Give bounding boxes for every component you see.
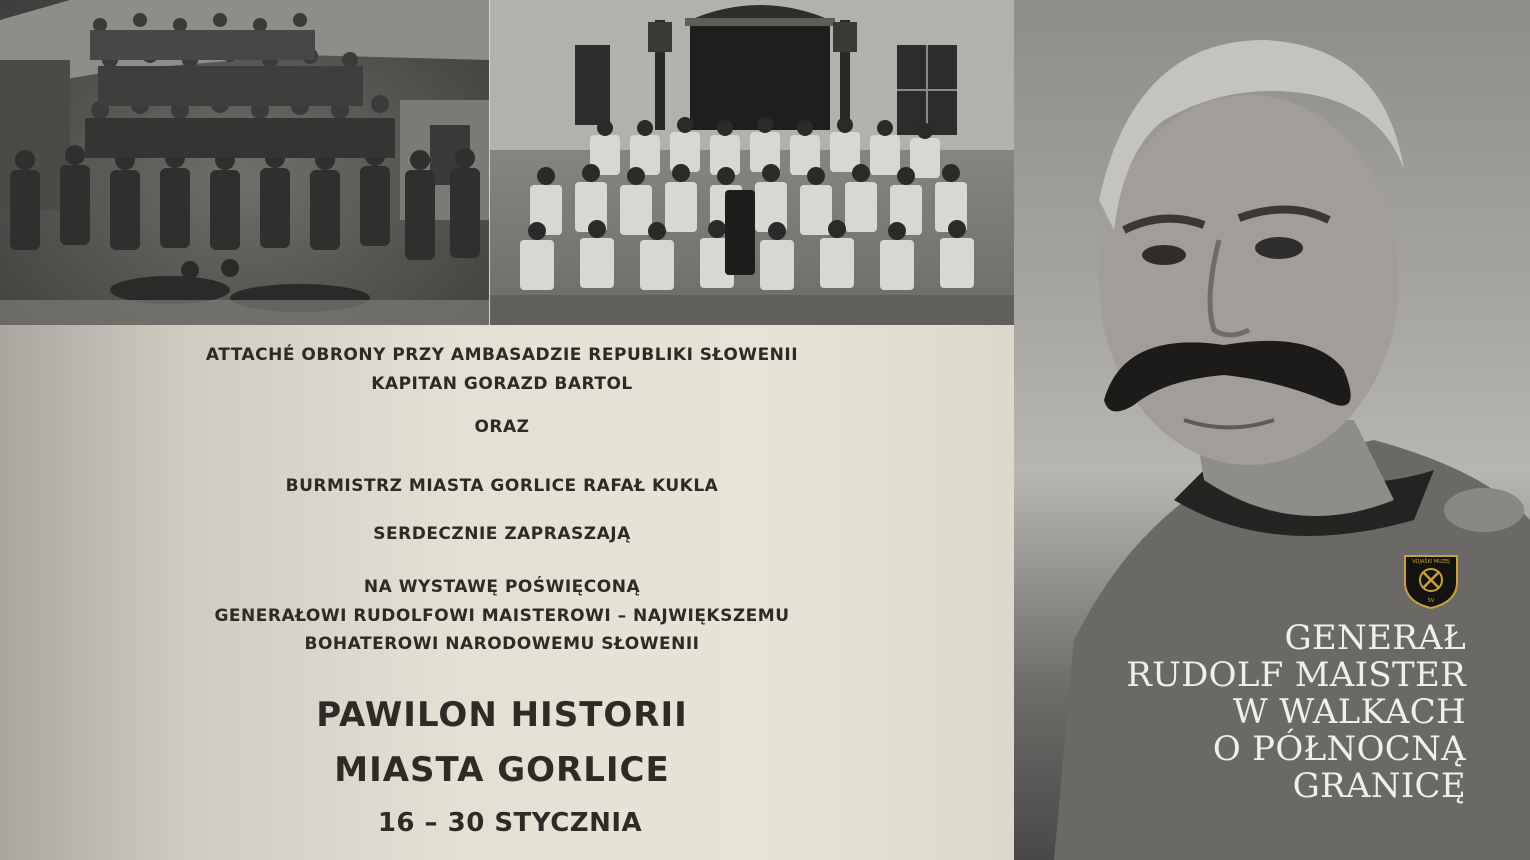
exhibition-dates: 16 – 30 STYCZNIA xyxy=(377,808,643,838)
soldiers-group-photo xyxy=(0,0,489,325)
museum-badge-icon xyxy=(1399,552,1463,610)
venue-name-line2: MIASTA GORLICE xyxy=(334,750,670,790)
invitation-line-general: GENERAŁOWI RUDOLFOWI MAISTEROWI – NAJWIĘKSZEMU xyxy=(214,606,790,626)
svg-text:SV: SV xyxy=(1427,598,1435,604)
invitation-line-exhibition: NA WYSTAWĘ POŚWIĘCONĄ xyxy=(363,577,641,597)
invitation-line-oraz: ORAZ xyxy=(474,417,530,437)
invitation-line-mayor: BURMISTRZ MIASTA GORLICE RAFAŁ KUKLA xyxy=(285,476,719,496)
svg-text:VOJAŠKI MUZEJ: VOJAŠKI MUZEJ xyxy=(1412,559,1450,565)
book-title-line4: O PÓŁNOCNĄ xyxy=(1212,729,1466,769)
book-title-line3: W WALKACH xyxy=(1232,692,1466,732)
invitation-line-attache: ATTACHÉ OBRONY PRZY AMBASADZIE REPUBLIKI SŁOWENII xyxy=(205,345,799,365)
venue-name-line1: PAWILON HISTORII xyxy=(316,695,688,735)
book-title xyxy=(1126,620,1466,805)
book-title-line1: GENERAŁ xyxy=(1284,618,1466,658)
invitation-line-invite: SERDECZNIE ZAPRASZAJĄ xyxy=(373,524,631,544)
book-title-line2: RUDOLF MAISTER xyxy=(1126,655,1466,695)
invitation-line-captain: KAPITAN GORAZD BARTOL xyxy=(371,374,633,394)
officers-group-photo xyxy=(490,0,1014,325)
invitation-line-hero: BOHATEROWI NARODOWEMU SŁOWENII xyxy=(304,634,700,654)
book-title-line5: GRANICĘ xyxy=(1292,766,1466,806)
